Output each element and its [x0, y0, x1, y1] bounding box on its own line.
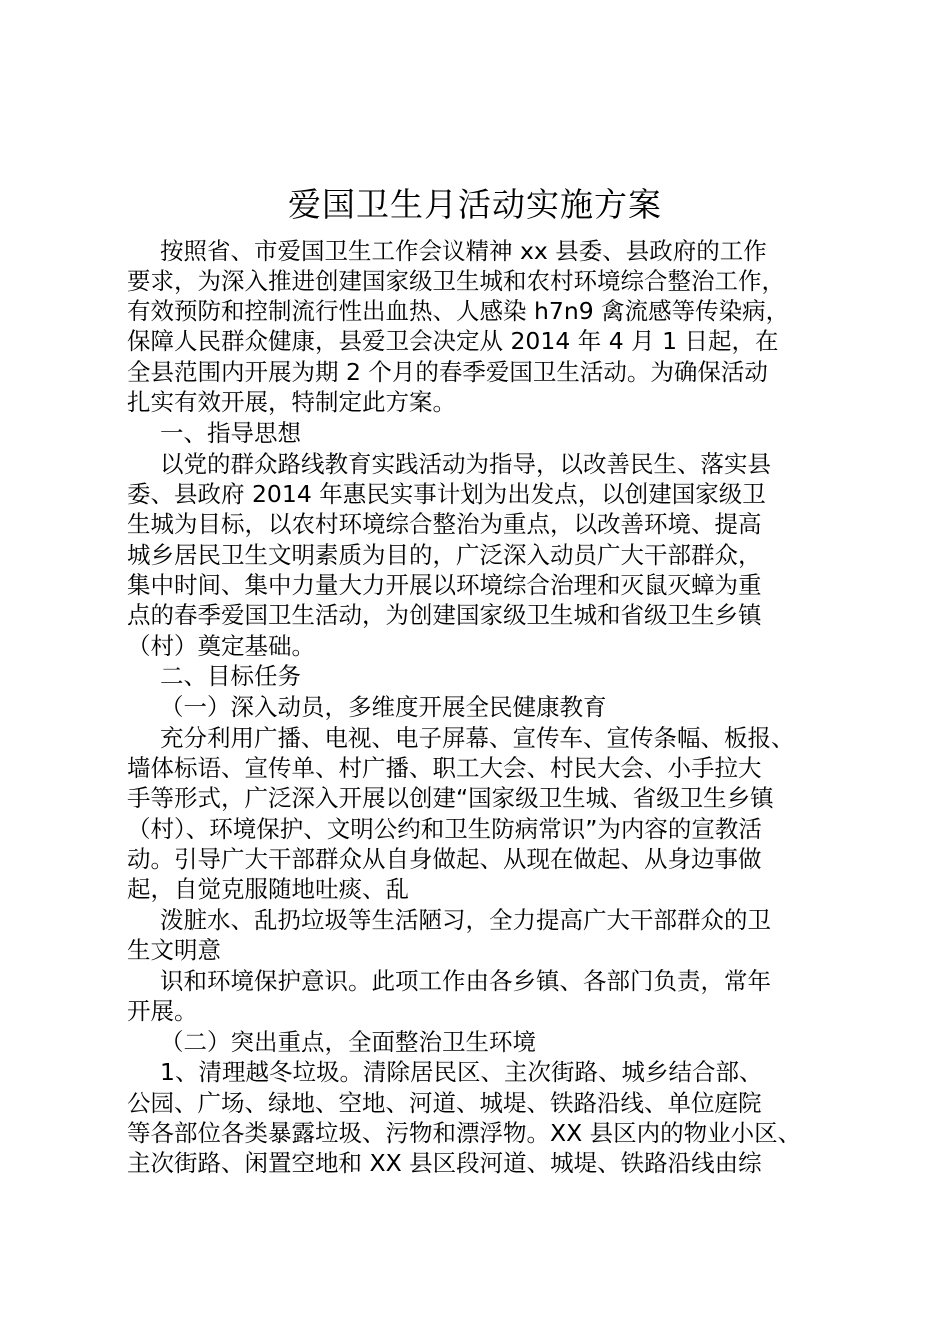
- body-line: 主次街路、闲置空地和 XX 县区段河道、城堤、铁路沿线由综: [127, 1149, 762, 1177]
- body-line: 等各部位各类暴露垃圾、污物和漂浮物。XX 县区内的物业小区、: [127, 1119, 802, 1147]
- document-title: 爱国卫生月活动实施方案: [288, 185, 662, 224]
- body-line: 1、清理越冬垃圾。清除居民区、主次街路、城乡结合部、: [160, 1058, 763, 1086]
- body-line: 生城为目标，以农村环境综合整治为重点，以改善环境、提高: [127, 510, 762, 538]
- body-line: 公园、广场、绿地、空地、河道、城堤、铁路沿线、单位庭院: [127, 1089, 762, 1117]
- body-line: 委、县政府 2014 年惠民实事计划为出发点，以创建国家级卫: [127, 480, 766, 508]
- body-line: 点的春季爱国卫生活动，为创建国家级卫生城和省级卫生乡镇: [127, 601, 762, 629]
- body-line: 全县范围内开展为期 2 个月的春季爱国卫生活动。为确保活动: [127, 358, 768, 386]
- body-line: 手等形式，广泛深入开展以创建“国家级卫生城、省级卫生乡镇: [127, 784, 774, 812]
- section-heading: 一、指导思想: [160, 419, 301, 447]
- body-line: 城乡居民卫生文明素质为目的，广泛深入动员广大干部群众，: [127, 541, 762, 569]
- body-line: 有效预防和控制流行性出血热、人感染 h7n9 禽流感等传染病，: [127, 297, 790, 325]
- subsection-heading: （二）突出重点，全面整治卫生环境: [160, 1028, 536, 1056]
- body-line: 生文明意: [127, 936, 221, 964]
- body-line: 保障人民群众健康，县爱卫会决定从 2014 年 4 月 1 日起，在: [127, 327, 779, 355]
- body-line: （村）、环境保护、文明公约和卫生防病常识”为内容的宣教活: [127, 815, 762, 843]
- body-line: 按照省、市爱国卫生工作会议精神 xx 县委、县政府的工作: [160, 237, 767, 265]
- body-line: 以党的群众路线教育实践活动为指导，以改善民生、落实县: [160, 450, 771, 478]
- body-line: 集中时间、集中力量大力开展以环境综合治理和灭鼠灭蟑为重: [127, 571, 762, 599]
- body-line: 开展。: [127, 997, 198, 1025]
- subsection-heading: （一）深入动员，多维度开展全民健康教育: [160, 693, 607, 721]
- body-line: （村）奠定基础。: [127, 632, 315, 660]
- body-line: 起，自觉克服随地吐痰、乱: [127, 875, 409, 903]
- body-line: 墙体标语、宣传单、村广播、职工大会、村民大会、小手拉大: [127, 754, 762, 782]
- body-line: 泼脏水、乱扔垃圾等生活陋习，全力提高广大干部群众的卫: [160, 906, 771, 934]
- body-line: 识和环境保护意识。此项工作由各乡镇、各部门负责，常年: [160, 967, 771, 995]
- section-heading: 二、目标任务: [160, 662, 301, 690]
- body-line: 扎实有效开展，特制定此方案。: [127, 388, 456, 416]
- body-line: 充分利用广播、电视、电子屏幕、宣传车、宣传条幅、板报、: [160, 724, 795, 752]
- body-line: 要求，为深入推进创建国家级卫生城和农村环境综合整治工作，: [127, 267, 785, 295]
- body-line: 动。引导广大干部群众从自身做起、从现在做起、从身边事做: [127, 845, 762, 873]
